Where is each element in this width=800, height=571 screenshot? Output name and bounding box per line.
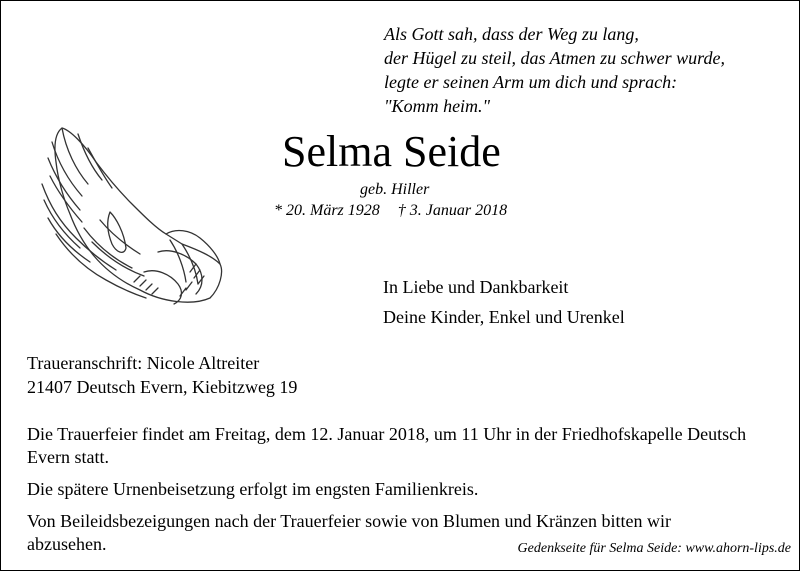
birth-date: * 20. März 1928 xyxy=(274,202,380,219)
poem-line: Als Gott sah, dass der Weg zu lang, xyxy=(384,24,639,44)
death-date: † 3. Januar 2018 xyxy=(397,202,508,219)
address-line: 21407 Deutsch Evern, Kiebitzweg 19 xyxy=(27,377,298,397)
service-paragraph: Die Trauerfeier findet am Freitag, dem 12. Januar 2018, um 11 Uhr in der Friedhofskapelle Deutsch Evern statt. xyxy=(27,424,747,467)
poem-line: "Komm heim." xyxy=(384,96,491,116)
poem-line: der Hügel zu steil, das Atmen zu schwer wurde, xyxy=(384,48,725,68)
mourners-block xyxy=(383,272,625,332)
service-paragraph: Von Beileidsbezeigungen nach der Trauerfeier sowie von Blumen und Kränzen bitten wir abzusehen. xyxy=(27,511,672,554)
address-line: Traueranschrift: Nicole Altreiter xyxy=(27,353,260,373)
maiden-name: geb. Hiller xyxy=(360,181,430,198)
life-dates xyxy=(274,202,507,220)
memorial-page-link[interactable]: Gedenkseite für Selma Seide: www.ahorn-lips.de xyxy=(517,541,791,556)
mourners-line: Deine Kinder, Enkel und Urenkel xyxy=(383,307,625,327)
poem-line: legte er seinen Arm um dich und sprach: xyxy=(384,72,678,92)
praying-hands-icon xyxy=(40,122,226,310)
mourners-line: In Liebe und Dankbarkeit xyxy=(383,277,569,297)
poem xyxy=(384,22,725,118)
deceased-name: Selma Seide xyxy=(282,127,501,176)
mourning-address xyxy=(27,351,297,399)
service-paragraph: Die spätere Urnenbeisetzung erfolgt im engsten Familienkreis. xyxy=(27,479,479,499)
